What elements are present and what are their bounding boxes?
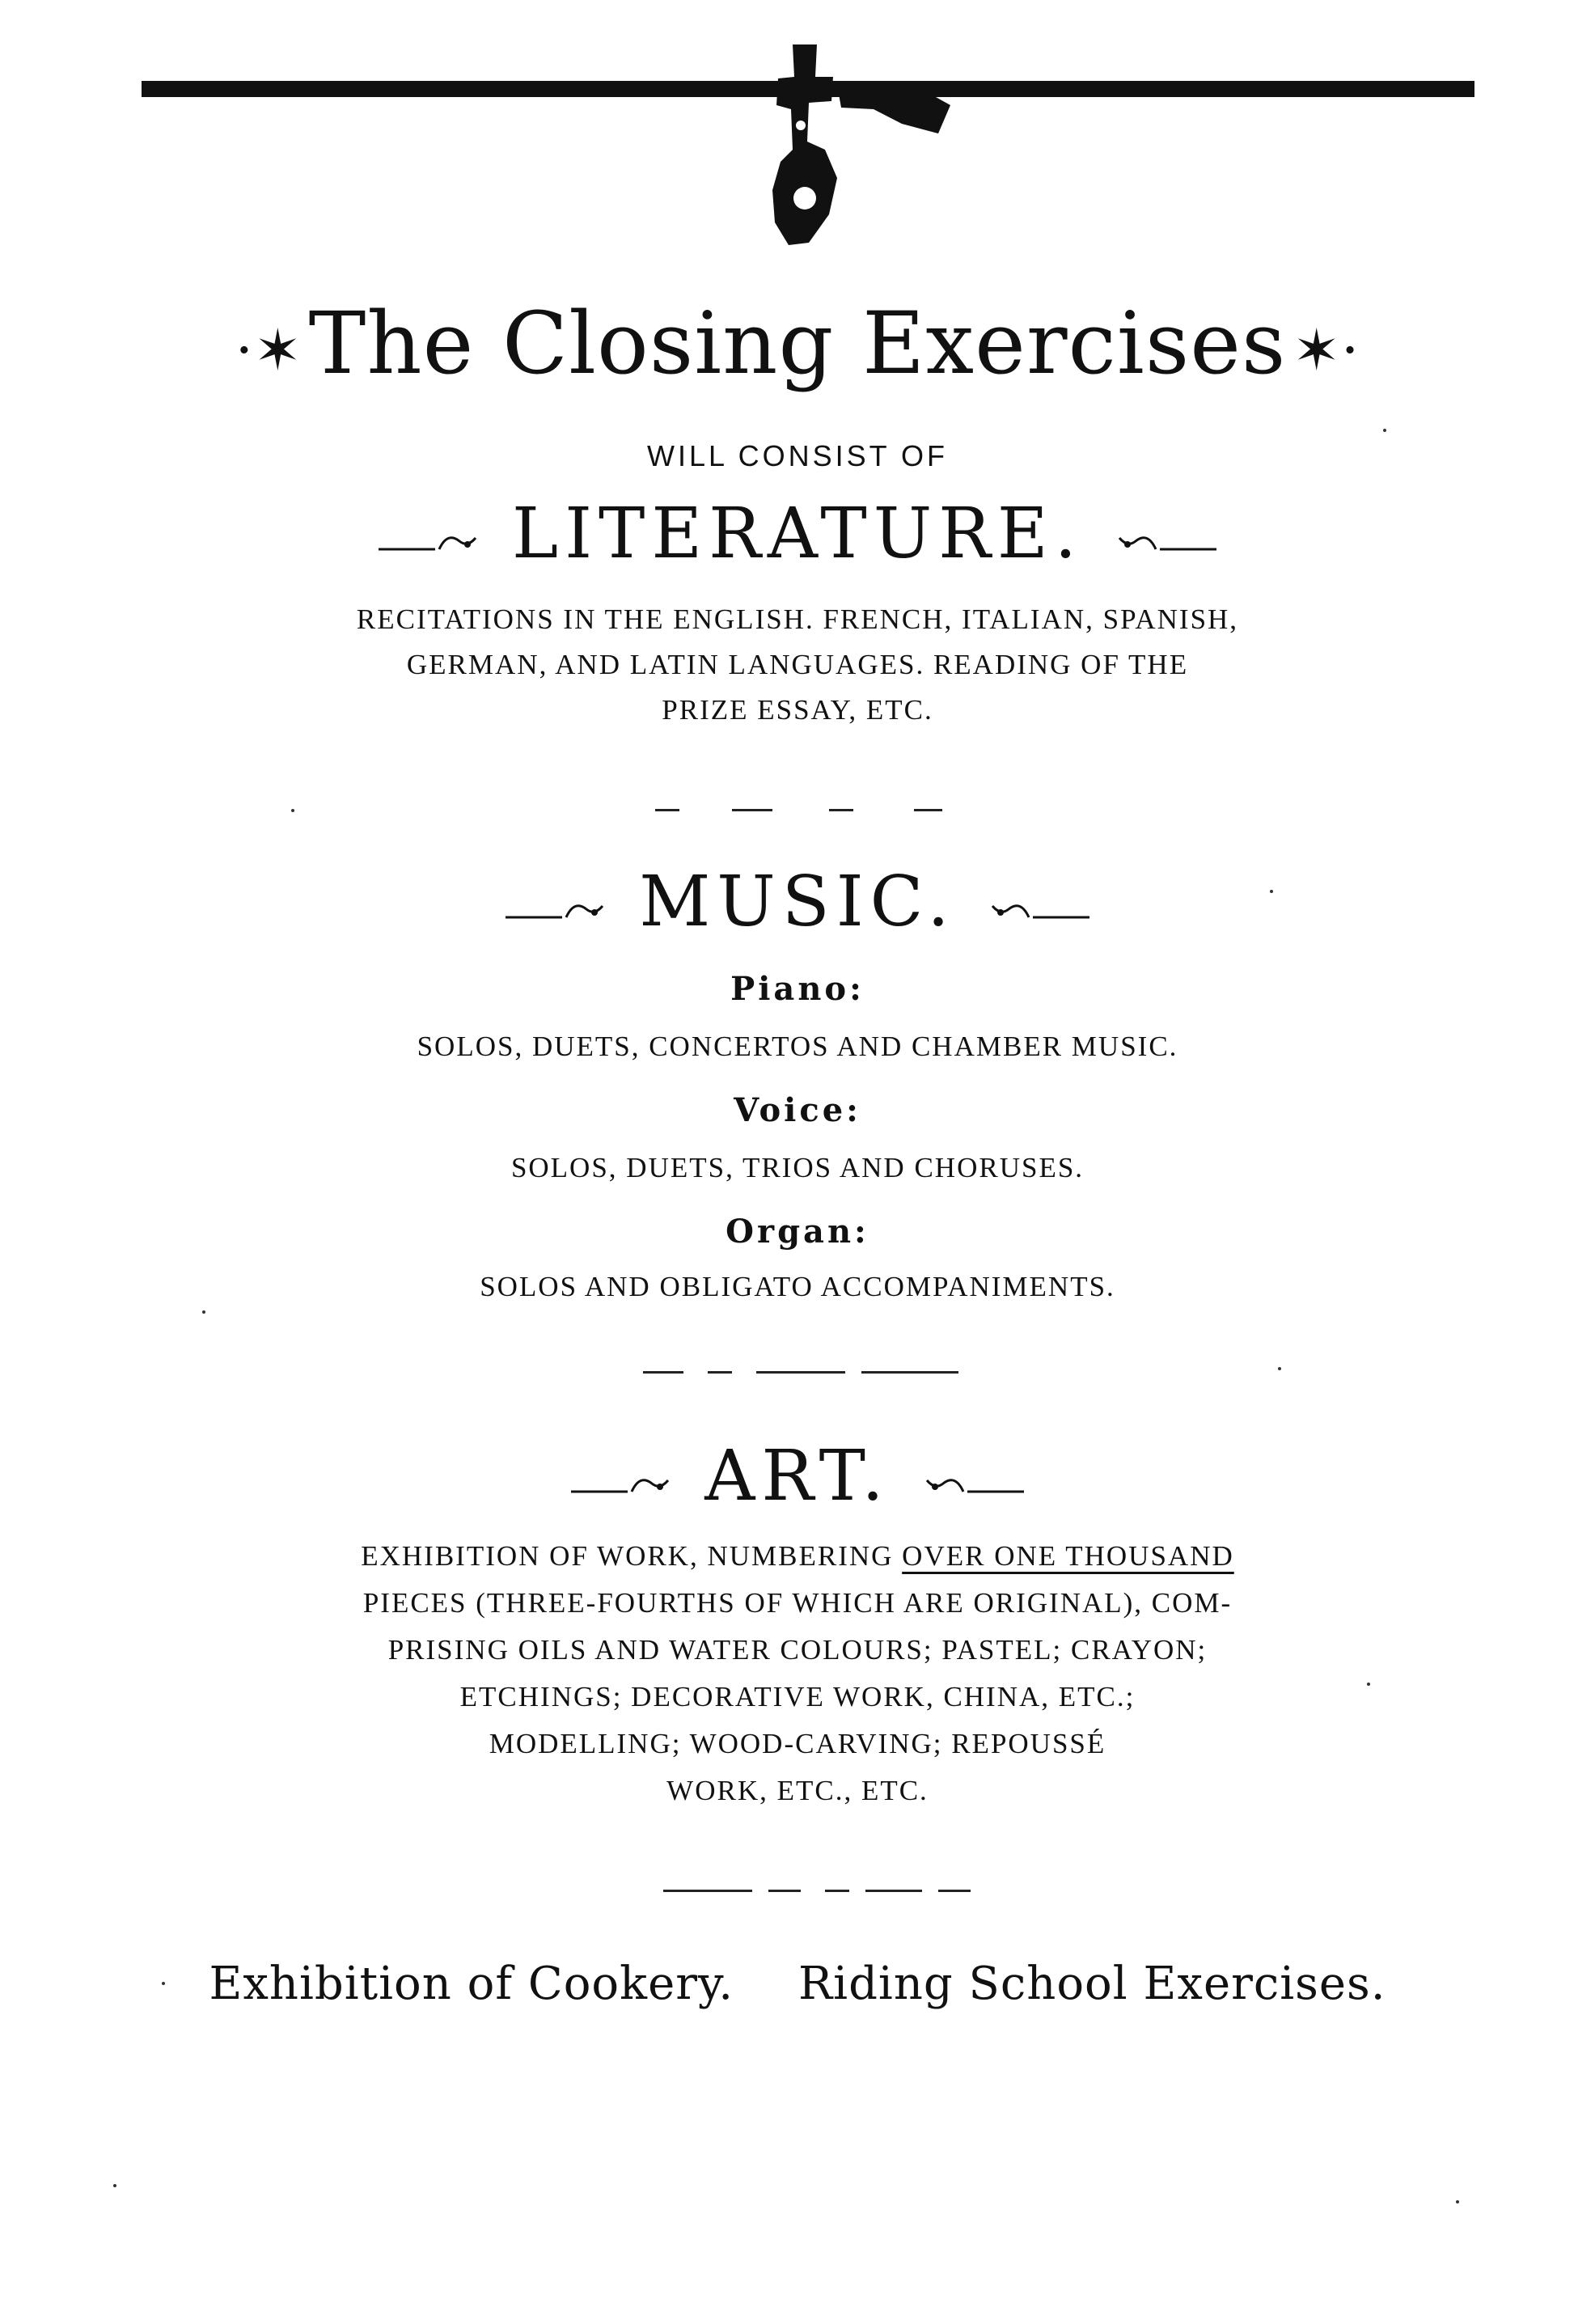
right-scroll-icon: [1111, 523, 1216, 556]
print-speck: [1456, 2200, 1459, 2203]
separator-2: [643, 1371, 999, 1374]
organ-text: SOLOS AND OBLIGATO ACCOMPANIMENTS.: [480, 1271, 1115, 1302]
literature-line-1: RECITATIONS IN THE ENGLISH. FRENCH, ITALIAN, SPANISH,: [356, 603, 1239, 635]
art-line-1-emphasis: OVER ONE THOUSAND: [902, 1540, 1234, 1572]
piano-label: Piano:: [730, 970, 865, 1008]
left-flourish-icon: ·✶: [235, 317, 302, 384]
separator-3: [663, 1890, 995, 1893]
music-heading: [0, 861, 1595, 942]
print-speck: [1278, 1367, 1281, 1370]
art-line-3: PRISING OILS AND WATER COLOURS; PASTEL; CRAYON;: [387, 1634, 1208, 1666]
subtitle: WILL CONSIST OF: [646, 439, 949, 472]
art-line-2: PIECES (THREE-FOURTHS OF WHICH ARE ORIGINAL), COM-: [362, 1587, 1233, 1619]
print-speck: [1367, 1683, 1370, 1686]
footer-line: [0, 1956, 1595, 2013]
voice-text: SOLOS, DUETS, TRIOS AND CHORUSES.: [510, 1152, 1085, 1183]
piano-text: SOLOS, DUETS, CONCERTOS AND CHAMBER MUSIC.: [417, 1031, 1178, 1062]
right-flourish-icon: ✶·: [1292, 317, 1360, 384]
art-line-6: WORK, ETC., ETC.: [666, 1775, 929, 1806]
print-speck: [291, 809, 294, 812]
separator-1: [655, 809, 954, 812]
cookery-text: Exhibition of Cookery.: [209, 1958, 734, 2010]
literature-heading-text: LITERATURE.: [511, 493, 1084, 574]
left-scroll-icon: [379, 523, 484, 556]
organ-label: Organ:: [726, 1213, 869, 1251]
print-speck: [202, 1310, 205, 1314]
left-scroll-icon: [506, 891, 611, 924]
art-line-5: MODELLING; WOOD-CARVING; REPOUSSÉ: [489, 1728, 1106, 1759]
print-speck: [1270, 890, 1273, 893]
literature-line-2: GERMAN, AND LATIN LANGUAGES. READING OF THE: [406, 649, 1189, 680]
art-heading: [0, 1436, 1595, 1517]
right-scroll-icon: [984, 891, 1089, 924]
art-heading-text: ART.: [704, 1436, 891, 1517]
literature-heading: [0, 493, 1595, 574]
literature-line-3: PRIZE ESSAY, ETC.: [662, 694, 933, 726]
left-scroll-icon: [571, 1466, 676, 1498]
voice-label: Voice:: [734, 1091, 861, 1129]
page-title: [0, 291, 1595, 396]
hanging-ornament-icon: [760, 28, 971, 263]
art-line-4: ETCHINGS; DECORATIVE WORK, CHINA, ETC.;: [459, 1681, 1136, 1712]
art-line-1-start: EXHIBITION OF WORK, NUMBERING: [361, 1540, 903, 1572]
title-text: The Closing Exercises: [308, 294, 1287, 393]
print-speck: [1383, 429, 1386, 432]
art-line-1: [0, 1535, 1595, 1577]
print-speck: [113, 2184, 116, 2187]
riding-school-text: Riding School Exercises.: [798, 1958, 1386, 2010]
right-scroll-icon: [919, 1466, 1024, 1498]
music-heading-text: MUSIC.: [639, 861, 956, 942]
print-speck: [162, 1982, 165, 1985]
